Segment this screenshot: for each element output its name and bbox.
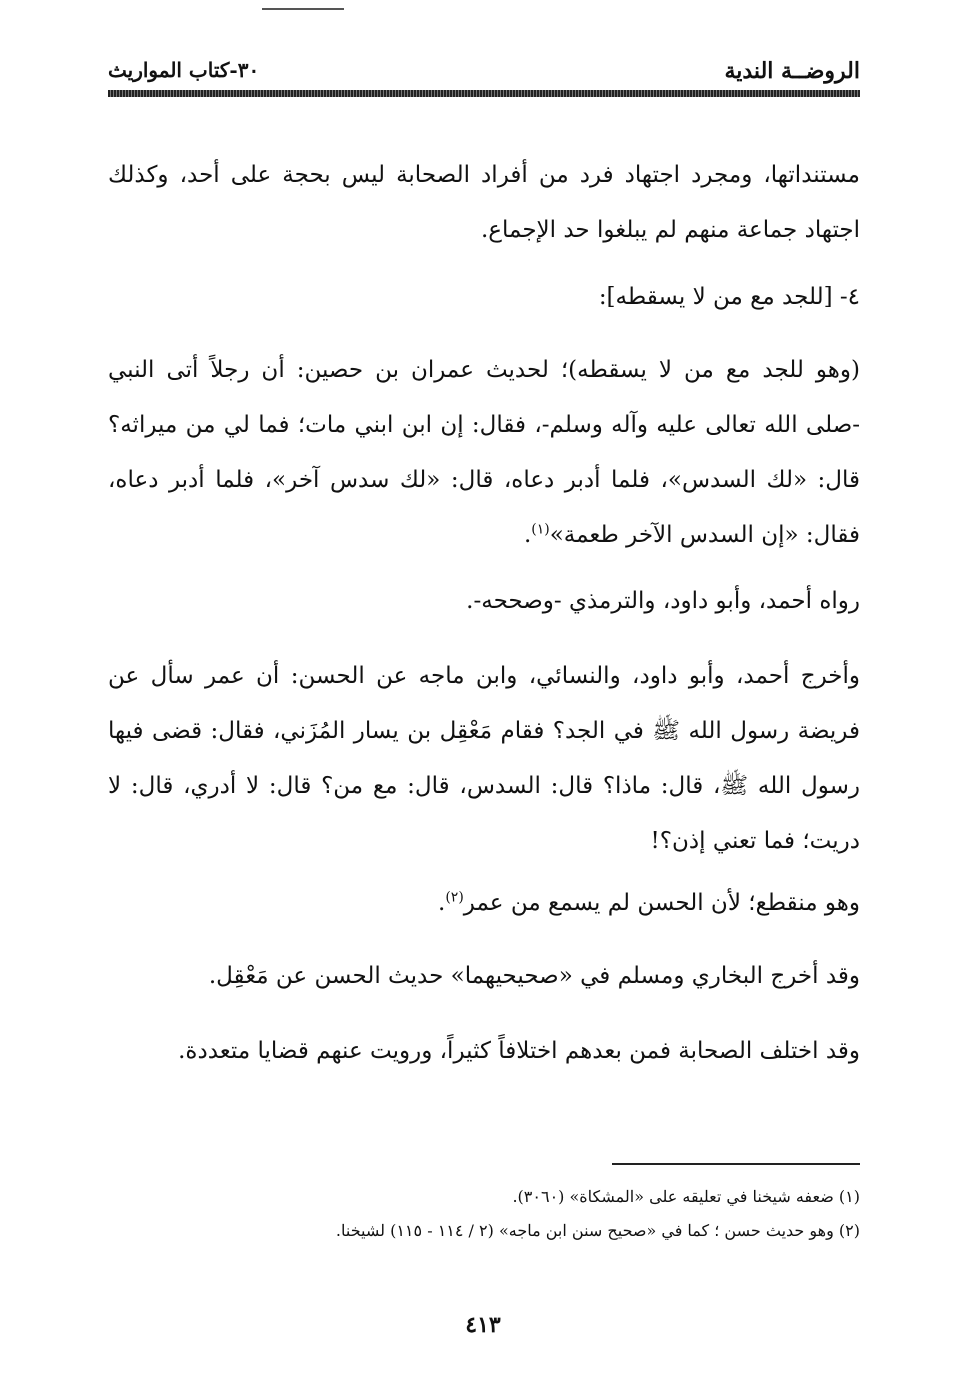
paragraph-6 (108, 949, 860, 1004)
chapter-title: ٣٠-كتاب المواريث (108, 58, 260, 82)
paragraph-6-text: وقد أخرج البخاري ومسلم في «صحيحيهما» حديث الحسن عن مَعْقِل. (208, 963, 860, 989)
footnotes (108, 1180, 860, 1248)
section-heading (108, 270, 860, 325)
top-scan-rule (262, 8, 344, 10)
paragraph-7 (108, 1024, 860, 1079)
paragraph-1 (108, 148, 860, 258)
paragraph-2 (108, 343, 860, 563)
paragraph-5 (108, 876, 860, 931)
footnote-separator (612, 1163, 860, 1165)
paragraph-4 (108, 649, 860, 869)
page-header (108, 54, 860, 102)
paragraph-4-text: وأخرج أحمد، وأبو داود، والنسائي، وابن ماجه عن الحسن: أن عمر سأل عن فريضة رسول الله ﷺ في الجد؟ فقام مَعْقِل بن يسار المُزَني، فقال: قضى فيها رسول الله ﷺ، قال: ماذا؟ قال: السدس، قال: مع من؟ قال: لا أدري، قال: لا دريت؛ فما تعني إذن؟! (108, 663, 860, 854)
paragraph-7-text: وقد اختلف الصحابة فمن بعدهم اختلافاً كثيراً، ورويت عنهم قضايا متعددة. (178, 1038, 860, 1064)
paragraph-1-text: مستنداتها، ومجرد اجتهاد فرد من أفراد الصحابة ليس بحجة على أحد، وكذلك اجتهاد جماعة منهم لم يبلغوا حد الإجماع. (108, 162, 860, 243)
footnote-ref-1[interactable]: (١) (531, 521, 550, 538)
paragraph-5-end: . (438, 890, 446, 916)
page-number: ٤١٣ (465, 1312, 501, 1338)
book-title: الروضــة الندية (724, 58, 860, 84)
paragraph-5-text: وهو منقطع؛ لأن الحسن لم يسمع من عمر (463, 890, 860, 916)
footnote-ref-2[interactable]: (٢) (445, 889, 464, 906)
paragraph-3 (108, 574, 860, 629)
paragraph-2-text: (وهو للجد مع من لا يسقطه)؛ لحديث عمران بن حصين: أن رجلاً أتى النبي -صلى الله تعالى عليه وآله وسلم-، فقال: إن ابن ابني مات؛ فما لي من ميراثه؟ قال: «لك السدس»، فلما أدبر دعاه، قال: «لك سدس آخر»، فلما أدبر دعاه، فقال: «إن السدس الآخر طعمة» (108, 357, 860, 548)
paragraph-3-text: رواه أحمد، وأبو داود، والترمذي -وصححه-. (466, 588, 860, 614)
footnote-1: (١) ضعفه شيخنا في تعليقه على «المشكاة» (٣٠٦٠). (512, 1187, 860, 1206)
header-rule (108, 90, 860, 97)
paragraph-2-end: . (523, 522, 532, 548)
footnote-2: (٢) وهو حديث حسن ؛ كما في «صحيح سنن ابن ماجه» (٢ / ١١٤ - ١١٥) لشيخنا. (335, 1221, 860, 1240)
section-heading-text: ٤- [للجد مع من لا يسقطه]: (598, 284, 860, 310)
